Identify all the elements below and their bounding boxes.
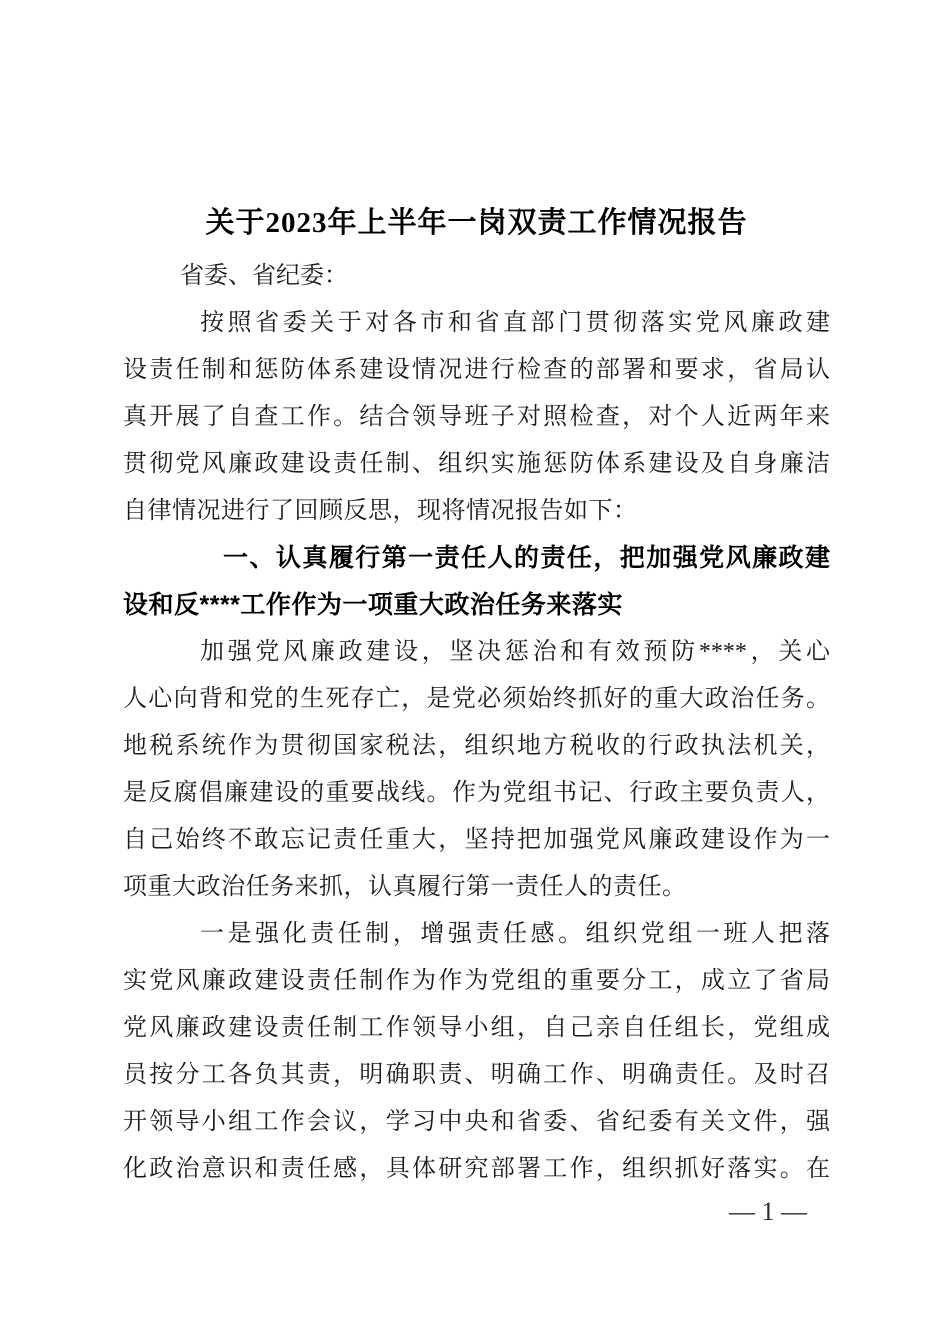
text-line: 是反腐倡廉建设的重要战线。作为党组书记、行政主要负责人， bbox=[123, 780, 830, 806]
text-line: 一是强化责任制，增强责任感。组织党组一班人把落 bbox=[200, 921, 830, 947]
text-line: 人心向背和党的生死存亡，是党必须始终抓好的重大政治任务。 bbox=[123, 686, 830, 712]
body-paragraph bbox=[123, 629, 830, 911]
text-line: 化政治意识和责任感，具体研究部署工作，组织抓好落实。在 bbox=[123, 1156, 830, 1182]
text-line: 按照省委关于对各市和省直部门贯彻落实党风廉政建 bbox=[200, 310, 830, 336]
text-line: 自己始终不敢忘记责任重大，坚持把加强党风廉政建设作为一 bbox=[123, 827, 830, 853]
text-line: 项重大政治任务来抓，认真履行第一责任人的责任。 bbox=[123, 874, 687, 900]
text-line: 贯彻党风廉政建设责任制、组织实施惩防体系建设及自身廉洁 bbox=[123, 451, 830, 477]
section-heading bbox=[123, 535, 830, 629]
text-line: 实党风廉政建设责任制作为作为党组的重要分工，成立了省局 bbox=[123, 968, 830, 994]
text-line: 员按分工各负其责，明确职责、明确工作、明确责任。及时召 bbox=[123, 1062, 830, 1088]
text-line: 自律情况进行了回顾反思，现将情况报告如下： bbox=[123, 498, 638, 524]
text-line: 开领导小组工作会议，学习中央和省委、省纪委有关文件，强 bbox=[123, 1109, 830, 1135]
salutation-line: 省委、省纪委： bbox=[180, 263, 348, 289]
text-line: 加强党风廉政建设，坚决惩治和有效预防****，关心 bbox=[200, 639, 830, 665]
text-line: 党风廉政建设责任制工作领导小组，自己亲自任组长，党组成 bbox=[123, 1015, 830, 1041]
body-paragraph bbox=[123, 911, 830, 1193]
page-number: — 1 — bbox=[729, 1197, 807, 1226]
text-line: 真开展了自查工作。结合领导班子对照检查，对个人近两年来 bbox=[123, 404, 830, 430]
text-line: 一、认真履行第一责任人的责任，把加强党风廉政建 bbox=[223, 544, 830, 572]
text-line: 设和反****工作作为一项重大政治任务来落实 bbox=[123, 591, 623, 619]
text-line: 设责任制和惩防体系建设情况进行检查的部署和要求，省局认 bbox=[123, 357, 830, 383]
body-paragraph bbox=[123, 300, 830, 535]
document-title: 关于2023年上半年一岗双责工作情况报告 bbox=[205, 207, 748, 239]
document-body bbox=[123, 300, 830, 1193]
text-line: 地税系统作为贯彻国家税法，组织地方税收的行政执法机关， bbox=[123, 733, 830, 759]
